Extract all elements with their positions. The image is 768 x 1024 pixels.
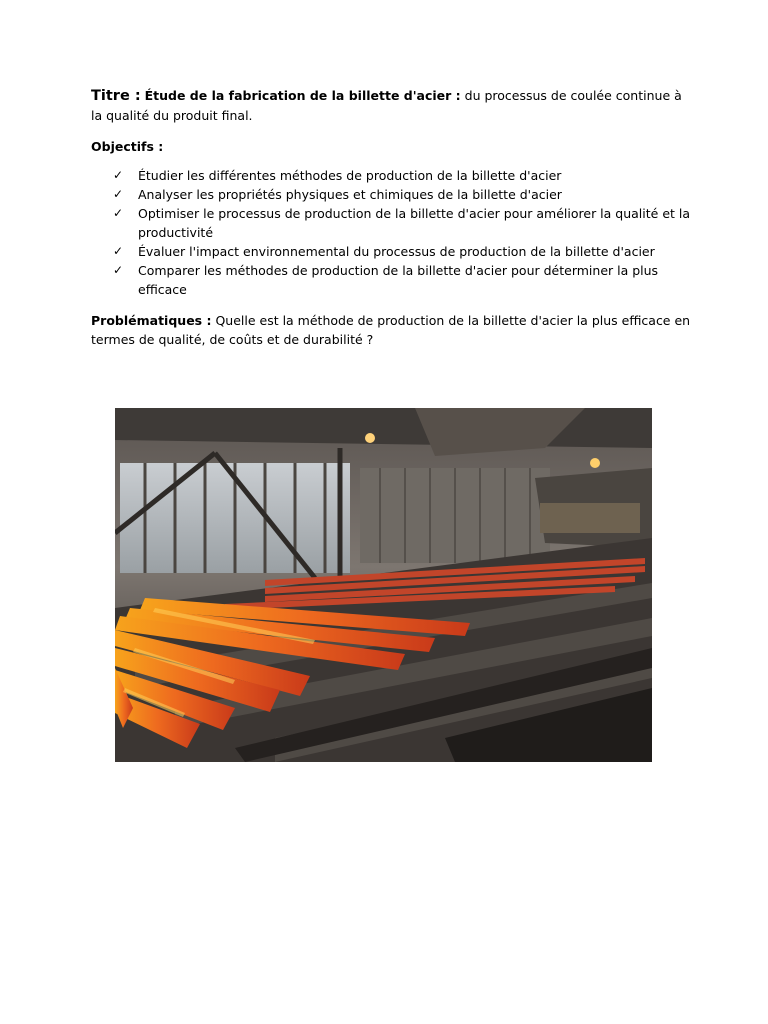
objectifs-heading: Objectifs : [91,139,164,154]
title-bold-text: Étude de la fabrication de la billette d'acier : [144,88,461,103]
steel-mill-illustration [115,408,652,762]
objectif-text: Optimiser le processus de production de la billette d'acier pour améliorer la qualité et la productivité [138,206,691,240]
title-label: Titre : [91,88,141,104]
objectif-text: Analyser les propriétés physiques et chimiques de la billette d'acier [138,187,562,202]
problematiques-label: Problématiques : [91,313,212,328]
objectifs-list [113,166,693,299]
check-icon: ✓ [113,168,124,182]
title-rest-text: du processus de coulée continue à la qualité du produit final. [91,88,682,123]
list-item [113,242,693,261]
objectif-text: Évaluer l'impact environnemental du processus de production de la billette d'acier [138,244,655,259]
steel-billets-photo [115,408,652,762]
problematiques-text: Quelle est la méthode de production de la billette d'acier la plus efficace en termes de qualité, de coûts et de durabilité ? [91,313,691,347]
check-icon: ✓ [113,206,124,220]
title-paragraph [91,86,691,125]
list-item [113,261,693,299]
list-item [113,185,693,204]
list-item [113,204,693,242]
objectif-text: Comparer les méthodes de production de la billette d'acier pour déterminer la plus efficace [138,263,659,297]
list-item [113,166,693,185]
problematiques-paragraph [91,311,691,349]
check-icon: ✓ [113,263,124,277]
check-icon: ✓ [113,244,124,258]
objectif-text: Étudier les différentes méthodes de production de la billette d'acier [138,168,562,183]
check-icon: ✓ [113,187,124,201]
